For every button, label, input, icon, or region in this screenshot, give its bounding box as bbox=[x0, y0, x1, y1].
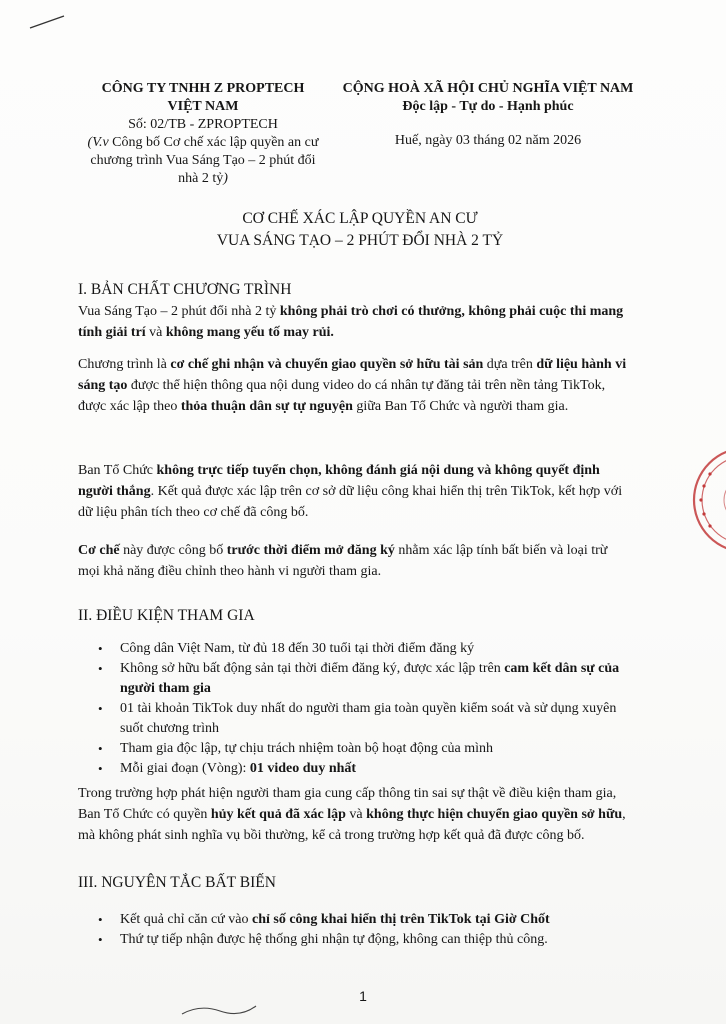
national-header bbox=[328, 80, 648, 150]
company-name: CÔNG TY TNHH Z PROPTECH bbox=[101, 81, 305, 96]
section-2-heading: II. ĐIỀU KIỆN THAM GIA bbox=[78, 607, 255, 624]
national-motto: Độc lập - Tự do - Hạnh phúc bbox=[402, 99, 574, 114]
list-item: • Tham gia độc lập, tự chịu trách nhiệm toàn bộ hoạt động của mình bbox=[98, 739, 638, 759]
principles-list bbox=[98, 910, 638, 950]
section-1-paragraph-4: Cơ chế này được công bố trước thời điểm mở đăng ký nhằm xác lập tính bất biến và loại trừ mọi khả năng điều chỉnh theo hành vi người tham gia. bbox=[78, 543, 608, 579]
document-subject: (V.v Công bố Cơ chế xác lập quyền an cư chương trình Vua Sáng Tạo – 2 phút đổi nhà 2 tỷ) bbox=[87, 135, 319, 186]
section-2-paragraph: Trong trường hợp phát hiện người tham gia cung cấp thông tin sai sự thật về điều kiện tham gia, Ban Tổ Chức có quyền hủy kết quả đã xác lập và không thực hiện chuyển giao quyền sở hữu, mà không phát sinh nghĩa vụ bồi thường, kể cả trong trường hợp kết quả đã được công bố. bbox=[78, 786, 626, 843]
signature-stroke-mark bbox=[180, 998, 260, 1020]
nation-title: CỘNG HOÀ XÃ HỘI CHỦ NGHĨA VIỆT NAM bbox=[342, 81, 634, 96]
eligibility-list bbox=[98, 639, 638, 779]
list-item: • Thứ tự tiếp nhận được hệ thống ghi nhận tự động, không can thiệp thủ công. bbox=[98, 930, 638, 950]
document-title-line1: CƠ CHẾ XÁC LẬP QUYỀN AN CƯ bbox=[242, 210, 478, 227]
company-country: VIỆT NAM bbox=[167, 99, 239, 114]
list-item: • Không sở hữu bất động sản tại thời điểm đăng ký, được xác lập trên cam kết dân sự của người tham gia bbox=[98, 659, 638, 699]
document-number: Số: 02/TB - ZPROPTECH bbox=[128, 117, 278, 132]
issue-date: Huế, ngày 03 tháng 02 năm 2026 bbox=[394, 133, 582, 148]
company-seal-partial bbox=[688, 440, 726, 560]
pen-stroke-mark bbox=[28, 12, 68, 32]
list-item: • Công dân Việt Nam, từ đủ 18 đến 30 tuổi tại thời điểm đăng ký bbox=[98, 639, 638, 659]
section-1-heading: I. BẢN CHẤT CHƯƠNG TRÌNH bbox=[78, 281, 292, 298]
list-item: • Kết quả chỉ căn cứ vào chỉ số công khai hiển thị trên TikTok tại Giờ Chốt bbox=[98, 910, 638, 930]
document-title-line2: VUA SÁNG TẠO – 2 PHÚT ĐỔI NHÀ 2 TỶ bbox=[216, 232, 504, 249]
list-item: • Mỗi giai đoạn (Vòng): 01 video duy nhất bbox=[98, 759, 638, 779]
issuer-block bbox=[78, 80, 328, 188]
section-1-paragraph-1: Vua Sáng Tạo – 2 phút đổi nhà 2 tỷ không phải trò chơi có thưởng, không phải cuộc thi mang tính giải trí và không mang yếu tố may rủi. bbox=[78, 304, 624, 340]
page-number: 1 bbox=[359, 988, 367, 1004]
section-3-heading: III. NGUYÊN TẮC BẤT BIẾN bbox=[78, 874, 276, 891]
section-1-paragraph-3: Ban Tổ Chức không trực tiếp tuyển chọn, không đánh giá nội dung và không quyết định người thắng. Kết quả được xác lập trên cơ sở dữ liệu công khai hiển thị trên TikTok, kết hợp với dữ liệu phân tích theo cơ chế đã công bố. bbox=[78, 463, 623, 520]
section-1-paragraph-2: Chương trình là cơ chế ghi nhận và chuyển giao quyền sở hữu tài sản dựa trên dữ liệu hành vi sáng tạo được thể hiện thông qua nội dung video do cá nhân tự đăng tải trên nền tảng TikTok, được xác lập theo thỏa thuận dân sự tự nguyện giữa Ban Tổ Chức và người tham gia. bbox=[78, 357, 627, 414]
list-item: • 01 tài khoản TikTok duy nhất do người tham gia toàn quyền kiểm soát và sử dụng xuyên suốt chương trình bbox=[98, 699, 638, 739]
